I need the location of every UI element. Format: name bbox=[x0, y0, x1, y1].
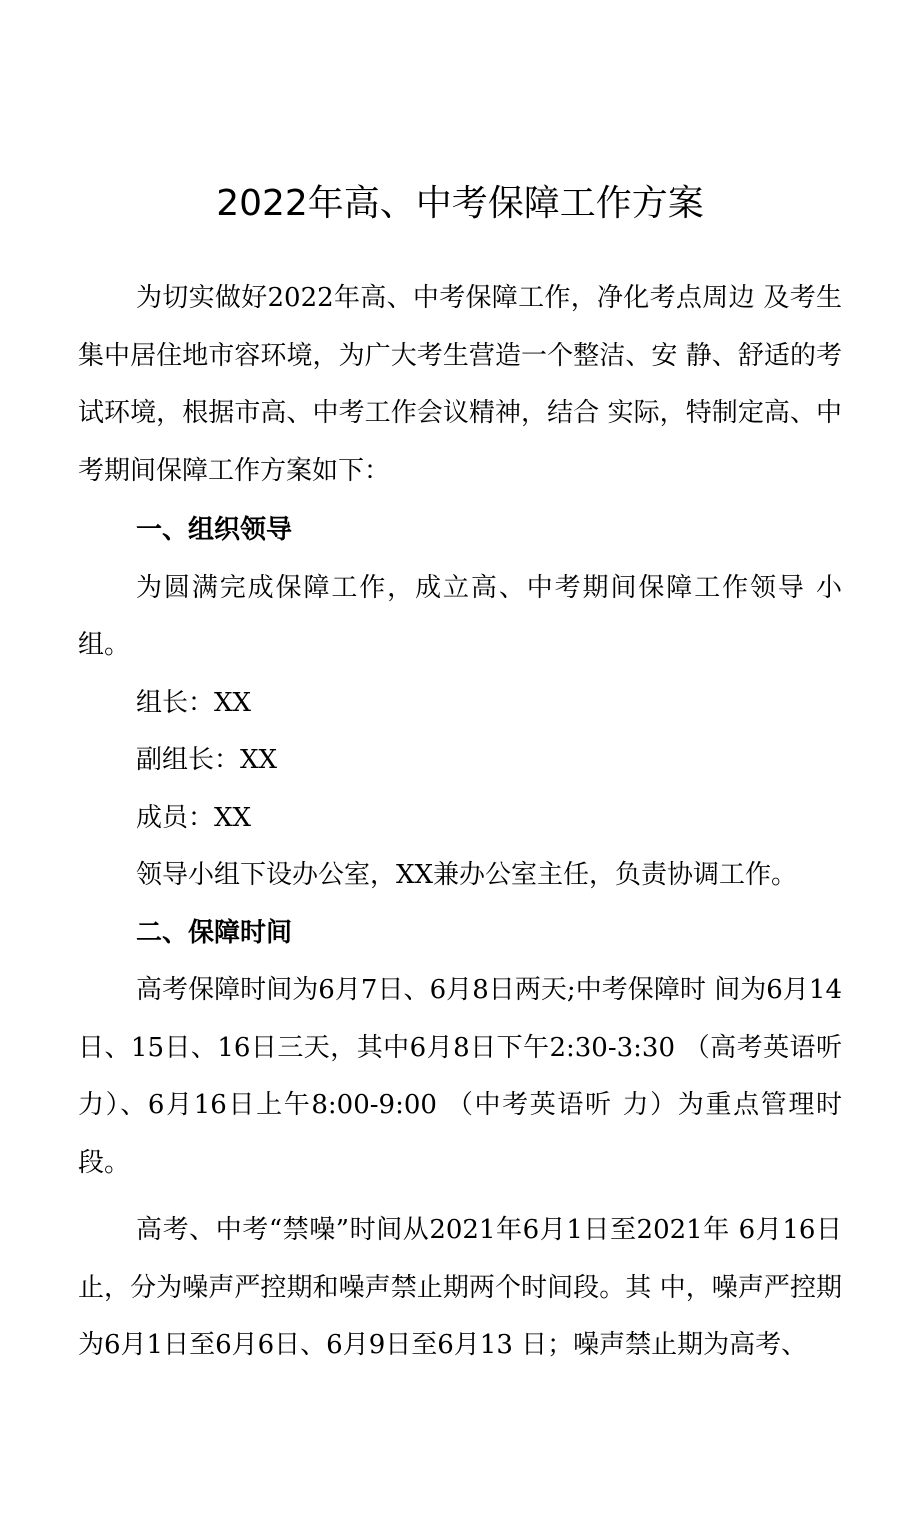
paragraph-leadership-group: 为圆满完成保障工作，成立高、中考期间保障工作领导 小组。 bbox=[78, 572, 842, 660]
document-title: 2022年高、中考保障工作方案 bbox=[216, 183, 704, 224]
paragraph-office: 领导小组下设办公室，XX兼办公室主任，负责协调工作。 bbox=[136, 860, 798, 890]
paragraph-members: 成员：XX bbox=[136, 802, 252, 833]
paragraph-exam-time: 高考保障时间为6月7日、6月8日两天;中考保障时 间为6月14日、15日、16日三天，其中6月8日下午2:30-3:30 （高考英语听力）、6月16日上午8:00-9:00 （中考英语听 力）为重点管理时段。 bbox=[78, 975, 842, 1178]
document-body bbox=[78, 270, 842, 1375]
paragraph-noise-control: 高考、中考“禁噪”时间从2021年6月1日至2021年 6月16日止，分为噪声严控期和噪声禁止期两个时间段。其 中，噪声严控期为6月1日至6月6日、6月9日至6月13 日；噪声禁止期为高考、 bbox=[78, 1215, 842, 1360]
section-heading-time: 二、保障时间 bbox=[136, 917, 293, 948]
paragraph-intro: 为切实做好2022年高、中考保障工作，净化考点周边 及考生集中居住地市容环境，为广大考生营造一个整洁、安 静、舒适的考试环境，根据市高、中考工作会议精神，结合 实际，特制定高、中考期间保障工作方案如下： bbox=[78, 283, 842, 486]
section-heading-organization: 一、组织领导 bbox=[136, 515, 293, 545]
paragraph-group-leader: 组长：XX bbox=[136, 687, 252, 718]
paragraph-deputy-leader: 副组长：XX bbox=[136, 745, 278, 775]
